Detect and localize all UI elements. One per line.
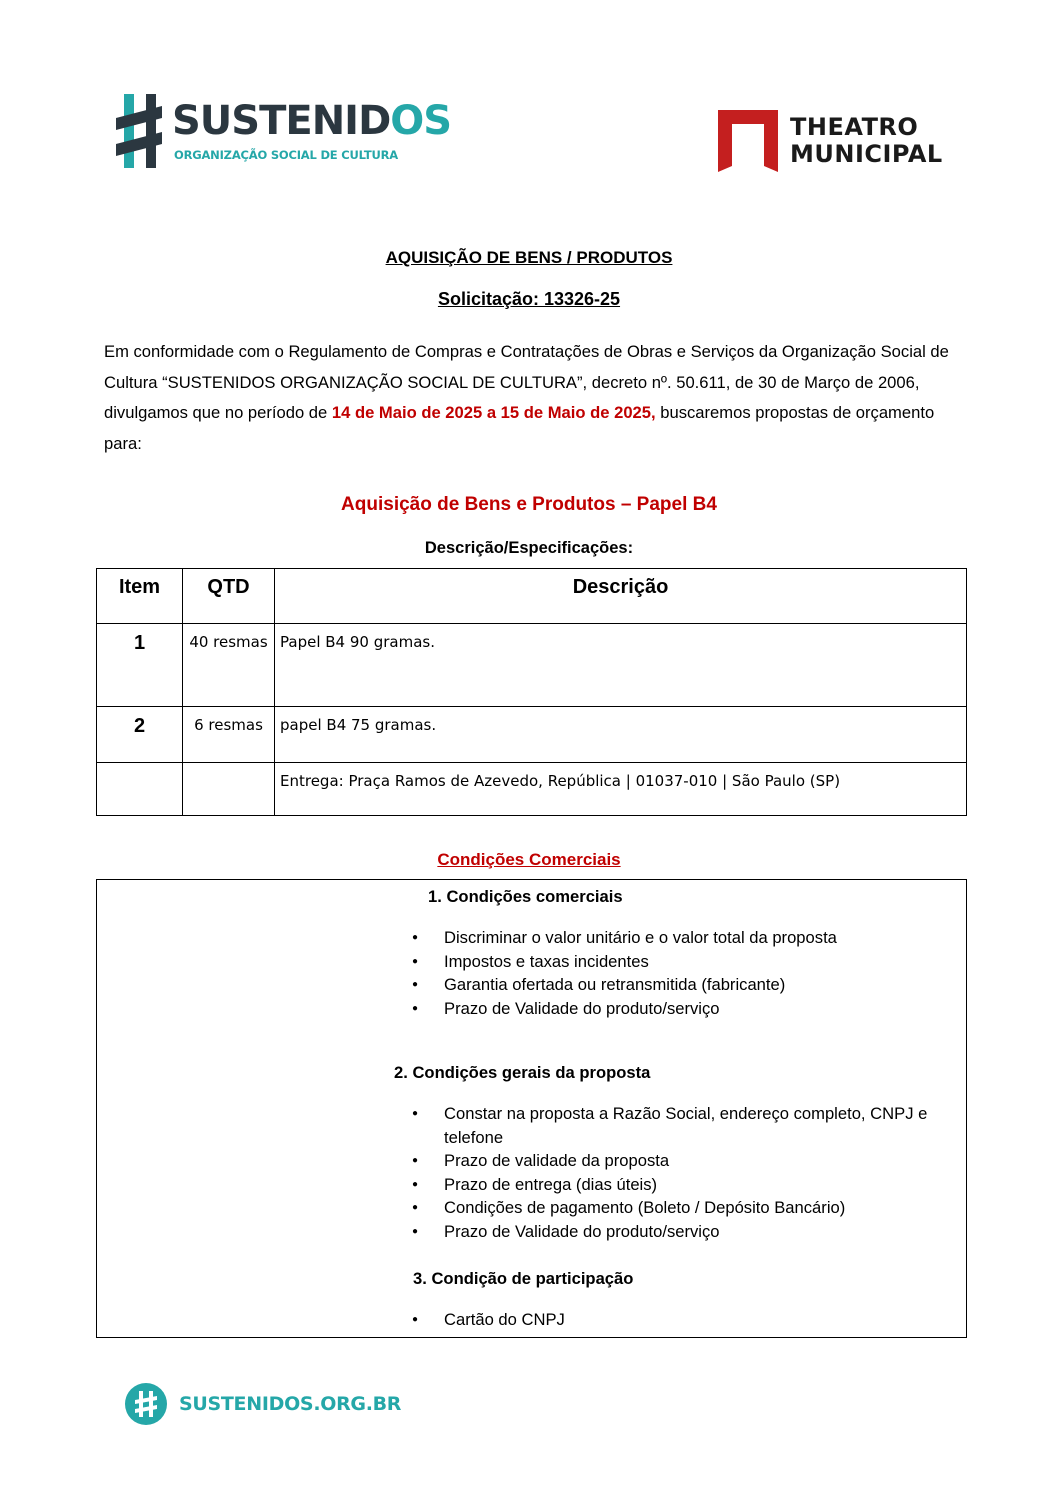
row-qtd: 40 resmas <box>183 624 275 707</box>
intro-period: 14 de Maio de 2025 a 15 de Maio de 2025, <box>331 403 656 422</box>
list-item: ● Discriminar o valor unitário e o valor total da proposta <box>412 926 952 950</box>
list-item: ● Garantia ofertada ou retransmitida (fabricante) <box>412 973 952 997</box>
header-description: Descrição <box>275 569 967 624</box>
table-header-row <box>97 569 967 624</box>
section-title: 2. Condições gerais da proposta <box>394 1063 651 1082</box>
spec-heading: Descrição/Especificações: <box>424 539 634 557</box>
table-row <box>97 624 967 707</box>
subject-heading: Aquisição de Bens e Produtos – Papel B4 <box>341 494 717 515</box>
header-item: Item <box>97 569 183 624</box>
list-item: ● Prazo de entrega (dias úteis) <box>412 1173 962 1197</box>
intro-paragraph: Em conformidade com o Regulamento de Compras e Contratações de Obras e Serviços da Organização Social de Cultura “SUSTENIDOS ORGANIZAÇÃO SOCIAL DE CULTURA”, decreto nº. 50.611, de 30 de Março de 2006, divulgamos que no período de 14 de Maio de 2025 a 15 de Maio de 2025, buscaremos propostas de orçamento para: <box>104 342 949 453</box>
theatro-municipal-logo <box>716 110 956 174</box>
list-item: ● Prazo de Validade do produto/serviço <box>412 997 952 1021</box>
row-item <box>97 763 182 771</box>
hash-icon <box>116 92 170 170</box>
conditions-box <box>96 879 967 1338</box>
conditions-list <box>412 1308 952 1332</box>
request-number: Solicitação: 13326-25 <box>437 289 621 309</box>
conditions-heading: Condições Comerciais <box>437 850 621 869</box>
conditions-list <box>412 926 952 1020</box>
header-qtd: QTD <box>183 569 275 624</box>
row-description: Entrega: Praça Ramos de Azevedo, República | 01037-010 | São Paulo (SP) <box>275 763 967 816</box>
table-row <box>97 707 967 763</box>
list-item: ● Constar na proposta a Razão Social, endereço completo, CNPJ e telefone <box>412 1102 962 1149</box>
conditions-list <box>412 1102 962 1244</box>
section-title: 3. Condição de participação <box>413 1269 634 1288</box>
items-table <box>96 568 967 816</box>
list-item: ● Cartão do CNPJ <box>412 1308 952 1332</box>
list-item: ● Impostos e taxas incidentes <box>412 950 952 974</box>
theatro-arch-icon <box>716 110 780 172</box>
row-item: 1 <box>133 632 146 654</box>
hash-circle-icon <box>124 1382 168 1426</box>
footer-site: SUSTENIDOS.ORG.BR <box>179 1393 402 1415</box>
row-qtd: 6 resmas <box>183 707 275 763</box>
list-item: ● Condições de pagamento (Boleto / Depósito Bancário) <box>412 1196 962 1220</box>
list-item: ● Prazo de validade da proposta <box>412 1149 962 1173</box>
sustenidos-logo-wordmark: SUSTENIDOS <box>172 98 452 144</box>
theatro-municipal-wordmark: THEATRO MUNICIPAL <box>790 113 943 168</box>
sustenidos-logo <box>116 92 452 172</box>
document-title: AQUISIÇÃO DE BENS / PRODUTOS <box>385 248 673 267</box>
sustenidos-logo-tagline: ORGANIZAÇÃO SOCIAL DE CULTURA <box>174 148 398 162</box>
row-description: Papel B4 90 gramas. <box>275 624 967 707</box>
row-description: papel B4 75 gramas. <box>275 707 967 763</box>
section-title: 1. Condições comerciais <box>428 887 623 906</box>
footer-logo <box>124 1382 402 1428</box>
list-item: ● Prazo de Validade do produto/serviço <box>412 1220 962 1244</box>
row-item: 2 <box>133 715 146 737</box>
row-qtd <box>183 763 275 816</box>
table-row <box>97 763 967 816</box>
